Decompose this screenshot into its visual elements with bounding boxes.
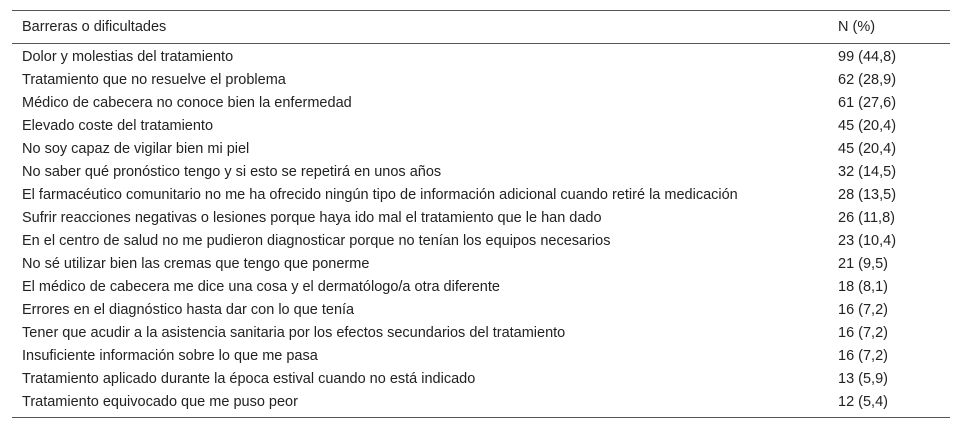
table-row xyxy=(12,253,950,276)
n-percent-cell: 21 (9,5) xyxy=(838,256,888,272)
barrier-cell: El farmacéutico comunitario no me ha ofrecido ningún tipo de información adicional cuando retiré la medicación xyxy=(22,187,738,203)
barrier-cell: Insuficiente información sobre lo que me pasa xyxy=(22,348,318,364)
barrier-cell: Tratamiento aplicado durante la época estival cuando no está indicado xyxy=(22,371,476,387)
table-row xyxy=(12,115,950,138)
table-row xyxy=(12,161,950,184)
table-row xyxy=(12,69,950,92)
barrier-cell: Elevado coste del tratamiento xyxy=(22,118,214,134)
n-percent-cell: 28 (13,5) xyxy=(838,187,897,203)
barrier-cell: Médico de cabecera no conoce bien la enfermedad xyxy=(22,95,352,111)
n-percent-cell: 45 (20,4) xyxy=(838,118,897,134)
n-percent-cell: 18 (8,1) xyxy=(838,279,888,295)
table-body xyxy=(12,44,950,418)
table-row xyxy=(12,391,950,418)
n-percent-cell: 16 (7,2) xyxy=(838,348,888,364)
table-row xyxy=(12,299,950,322)
n-percent-cell: 45 (20,4) xyxy=(838,141,897,157)
table-row xyxy=(12,92,950,115)
barrier-cell: No saber qué pronóstico tengo y si esto se repetirá en unos años xyxy=(22,164,442,180)
barrier-cell: No sé utilizar bien las cremas que tengo que ponerme xyxy=(22,256,370,272)
header-row xyxy=(12,11,950,44)
table-row xyxy=(12,230,950,253)
n-percent-cell: 62 (28,9) xyxy=(838,72,897,88)
barrier-cell: No soy capaz de vigilar bien mi piel xyxy=(22,141,250,157)
barrier-cell: En el centro de salud no me pudieron diagnosticar porque no tenían los equipos necesarios xyxy=(22,233,611,249)
n-percent-cell: 16 (7,2) xyxy=(838,302,888,318)
table-row xyxy=(12,276,950,299)
n-percent-cell: 32 (14,5) xyxy=(838,164,897,180)
table-row xyxy=(12,184,950,207)
table-row xyxy=(12,345,950,368)
table-row xyxy=(12,368,950,391)
n-percent-cell: 23 (10,4) xyxy=(838,233,897,249)
table-row xyxy=(12,138,950,161)
table-row xyxy=(12,322,950,345)
barrier-cell: Sufrir reacciones negativas o lesiones porque haya ido mal el tratamiento que le han dado xyxy=(22,210,602,226)
n-percent-cell: 16 (7,2) xyxy=(838,325,888,341)
table-header xyxy=(12,11,950,44)
header-n-percent: N (%) xyxy=(828,11,950,44)
table-row xyxy=(12,207,950,230)
barrier-cell: Errores en el diagnóstico hasta dar con lo que tenía xyxy=(22,302,355,318)
n-percent-cell: 26 (11,8) xyxy=(838,210,895,226)
n-percent-cell: 12 (5,4) xyxy=(828,391,950,418)
barrier-cell: Dolor y molestias del tratamiento xyxy=(22,49,234,65)
n-percent-cell: 13 (5,9) xyxy=(838,371,888,387)
n-percent-cell: 99 (44,8) xyxy=(838,49,897,65)
n-percent-cell: 61 (27,6) xyxy=(838,95,897,111)
table-row xyxy=(12,44,950,70)
barriers-table xyxy=(12,10,950,418)
barriers-table-container xyxy=(12,10,950,418)
barrier-cell: El médico de cabecera me dice una cosa y el dermatólogo/a otra diferente xyxy=(22,279,500,295)
barrier-cell: Tratamiento que no resuelve el problema xyxy=(22,72,286,88)
barrier-cell: Tratamiento equivocado que me puso peor xyxy=(12,391,828,418)
header-barrier: Barreras o dificultades xyxy=(12,11,828,44)
barrier-cell: Tener que acudir a la asistencia sanitaria por los efectos secundarios del tratamiento xyxy=(22,325,566,341)
